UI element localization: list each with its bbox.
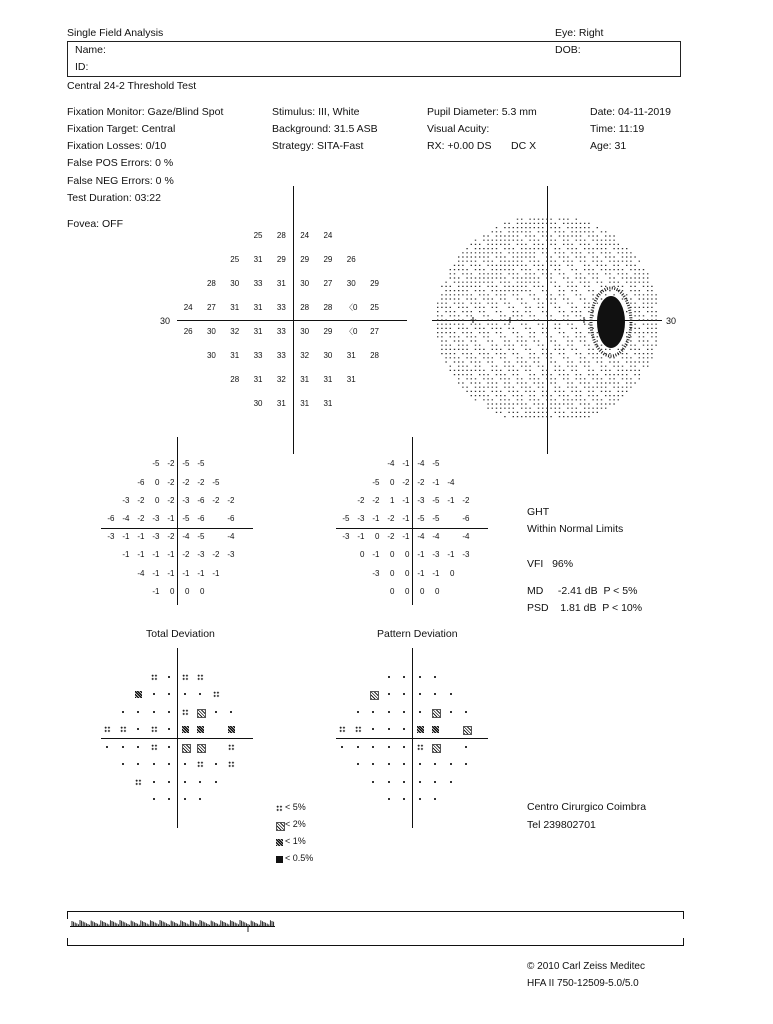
name-label: Name:: [75, 44, 106, 56]
footer-copyright: © 2010 Carl Zeiss Meditec: [527, 961, 645, 972]
legend-p5-label: < 5%: [285, 802, 306, 812]
threshold-value: 30: [300, 279, 310, 288]
threshold-value: 24: [323, 231, 333, 240]
param-rx-dc: DC X: [511, 140, 537, 152]
threshold-value: 30: [230, 279, 240, 288]
param-stimulus: Stimulus: III, White: [272, 106, 360, 118]
param-background: Background: 31.5 ASB: [272, 123, 378, 135]
param-fixation-monitor: Fixation Monitor: Gaze/Blind Spot: [67, 106, 224, 118]
threshold-value: 27: [323, 279, 333, 288]
clinic-name: Centro Cirurgico Coimbra: [527, 801, 647, 813]
threshold-value: 31: [323, 375, 333, 384]
total-deviation-value: -5: [212, 477, 220, 487]
total-deviation-value: -6: [137, 477, 145, 487]
param-fixation-target: Fixation Target: Central: [67, 123, 176, 135]
pattern-deviation-value: -2: [402, 477, 410, 487]
pattern-deviation-value: 0: [405, 550, 410, 560]
total-deviation-value: -2: [182, 550, 190, 560]
threshold-value: 31: [230, 303, 240, 312]
pattern-deviation-label: Pattern Deviation: [377, 628, 458, 640]
pattern-deviation-value: 0: [405, 568, 410, 578]
legend-p05-label: < 0.5%: [285, 853, 314, 863]
pattern-deviation-value: -3: [342, 532, 350, 542]
pattern-deviation-value: -3: [432, 550, 440, 560]
total-deviation-value: -2: [212, 550, 220, 560]
threshold-value: 30: [323, 351, 333, 360]
pattern-deviation-value: 0: [390, 550, 395, 560]
psd-value: PSD 1.81 dB P < 10%: [527, 602, 643, 614]
pattern-deviation-value: -4: [432, 532, 440, 542]
pattern-deviation-value: -5: [372, 477, 380, 487]
grayscale-axis-label-right: 30: [666, 316, 677, 326]
pattern-deviation-value: -5: [417, 513, 425, 523]
threshold-value: 28: [300, 303, 310, 312]
threshold-value: 31: [230, 351, 240, 360]
threshold-value: 33: [253, 279, 263, 288]
pattern-deviation-value: -4: [417, 532, 425, 542]
id-label: ID:: [75, 61, 89, 73]
total-deviation-value: 0: [155, 495, 160, 505]
threshold-value: 28: [323, 303, 333, 312]
threshold-value: 30: [346, 279, 356, 288]
threshold-value: 31: [346, 351, 356, 360]
param-date: Date: 04-11-2019: [590, 106, 671, 118]
pattern-deviation-value: 0: [375, 532, 380, 542]
total-deviation-value: -3: [152, 532, 160, 542]
param-age: Age: 31: [590, 140, 627, 152]
total-deviation-value: -3: [197, 550, 205, 560]
param-fovea: Fovea: OFF: [67, 218, 124, 230]
pattern-deviation-value: 0: [390, 477, 395, 487]
total-deviation-value: 0: [170, 586, 175, 596]
total-deviation-value: -1: [137, 550, 145, 560]
dob-label: DOB:: [555, 44, 581, 56]
legend-p2-label: < 2%: [285, 819, 306, 829]
md-value: MD -2.41 dB P < 5%: [527, 585, 638, 597]
total-deviation-value: -1: [197, 568, 205, 578]
total-deviation-value: -2: [137, 513, 145, 523]
pattern-deviation-value: -4: [387, 459, 395, 469]
threshold-value: 30: [253, 399, 263, 408]
pattern-deviation-value: -4: [462, 532, 470, 542]
pattern-deviation-value: -2: [417, 477, 425, 487]
pattern-deviation-value: 0: [390, 586, 395, 596]
threshold-value: 28: [230, 375, 240, 384]
pattern-deviation-value: -2: [462, 495, 470, 505]
legend-p1-label: < 1%: [285, 836, 306, 846]
total-deviation-value: -1: [137, 532, 145, 542]
total-deviation-value: -6: [197, 495, 205, 505]
total-deviation-value: -2: [137, 495, 145, 505]
threshold-value: 25: [253, 231, 263, 240]
total-deviation-value: -2: [197, 477, 205, 487]
threshold-value: 27: [370, 327, 379, 336]
threshold-value: 33: [253, 351, 263, 360]
threshold-value: 25: [230, 255, 240, 264]
pattern-deviation-value: 0: [360, 550, 365, 560]
pattern-deviation-value: -3: [417, 495, 425, 505]
threshold-value: 24: [300, 231, 310, 240]
pattern-deviation-value: 1: [390, 495, 395, 505]
total-deviation-value: -3: [107, 532, 115, 542]
pattern-deviation-value: -4: [447, 477, 455, 487]
threshold-value: 〈0: [345, 303, 358, 312]
total-deviation-value: -2: [167, 495, 175, 505]
threshold-value: 32: [300, 351, 310, 360]
threshold-value: 31: [300, 399, 310, 408]
total-deviation-value: 0: [185, 586, 190, 596]
pattern-deviation-value: -1: [417, 550, 425, 560]
pattern-deviation-value: -1: [417, 568, 425, 578]
pattern-deviation-value: -5: [432, 513, 440, 523]
total-deviation-value: 0: [200, 586, 205, 596]
total-deviation-value: -1: [122, 550, 130, 560]
total-deviation-value: -2: [182, 477, 190, 487]
pattern-deviation-value: 0: [420, 586, 425, 596]
threshold-value: 28: [206, 279, 216, 288]
pattern-deviation-value: -1: [447, 550, 455, 560]
total-deviation-value: -4: [227, 532, 235, 542]
pattern-deviation-value: -4: [417, 459, 425, 469]
param-false-neg: False NEG Errors: 0 %: [67, 175, 174, 187]
threshold-value: 31: [300, 375, 310, 384]
threshold-value: 31: [323, 399, 333, 408]
threshold-value: 30: [300, 327, 310, 336]
pattern-deviation-value: -1: [402, 532, 410, 542]
threshold-value: 29: [370, 279, 379, 288]
pattern-deviation-value: 0: [405, 586, 410, 596]
threshold-value: 33: [276, 327, 286, 336]
total-deviation-value: -2: [167, 477, 175, 487]
threshold-value: 28: [370, 351, 379, 360]
eye-label: Eye: Right: [555, 27, 604, 39]
total-deviation-value: -2: [227, 495, 235, 505]
threshold-value: 31: [253, 255, 263, 264]
threshold-value: 27: [206, 303, 216, 312]
pattern-deviation-value: -1: [432, 477, 440, 487]
total-deviation-value: -1: [167, 568, 175, 578]
pattern-deviation-value: -1: [402, 513, 410, 523]
param-test-duration: Test Duration: 03:22: [67, 192, 161, 204]
threshold-value: 26: [346, 255, 356, 264]
clinic-tel: Tel 239802701: [527, 819, 596, 831]
pattern-deviation-value: -6: [462, 513, 470, 523]
total-deviation-value: -1: [152, 586, 160, 596]
threshold-value: 31: [346, 375, 356, 384]
total-deviation-value: -6: [107, 513, 115, 523]
total-deviation-value: -2: [167, 459, 175, 469]
total-deviation-value: -3: [227, 550, 235, 560]
threshold-value: 32: [276, 375, 286, 384]
pattern-deviation-value: -5: [432, 459, 440, 469]
total-deviation-value: -3: [122, 495, 130, 505]
pattern-deviation-value: -3: [372, 568, 380, 578]
param-pupil: Pupil Diameter: 5.3 mm: [427, 106, 537, 118]
threshold-value: 29: [323, 327, 333, 336]
threshold-value: 33: [276, 351, 286, 360]
param-time: Time: 11:19: [590, 123, 645, 135]
total-deviation-value: -5: [197, 532, 205, 542]
report-title: Single Field Analysis: [67, 27, 164, 39]
total-deviation-value: -1: [212, 568, 220, 578]
pattern-deviation-value: -1: [447, 495, 455, 505]
total-deviation-value: -3: [152, 513, 160, 523]
pattern-deviation-value: -1: [372, 550, 380, 560]
threshold-axis-label-left: 30: [160, 316, 171, 326]
footer-device: HFA II 750-12509-5.0/5.0: [527, 978, 639, 989]
total-deviation-value: -3: [182, 495, 190, 505]
pattern-deviation-value: -5: [432, 495, 440, 505]
pattern-deviation-value: 0: [390, 568, 395, 578]
pattern-deviation-value: -1: [372, 513, 380, 523]
total-deviation-value: 0: [155, 477, 160, 487]
param-false-pos: False POS Errors: 0 %: [67, 157, 174, 169]
total-deviation-value: -4: [122, 513, 130, 523]
param-rx: RX: +0.00 DS: [427, 140, 492, 152]
pattern-deviation-value: 0: [435, 586, 440, 596]
threshold-value: 31: [253, 303, 263, 312]
vfi-value: VFI 96%: [527, 558, 574, 570]
total-deviation-value: -1: [167, 513, 175, 523]
threshold-value: 24: [183, 303, 193, 312]
pattern-deviation-value: -2: [387, 513, 395, 523]
threshold-value: 29: [323, 255, 333, 264]
threshold-value: 26: [183, 327, 193, 336]
threshold-value: 29: [300, 255, 310, 264]
total-deviation-value: -4: [137, 568, 145, 578]
total-deviation-value: -6: [227, 513, 235, 523]
test-name: Central 24-2 Threshold Test: [67, 80, 197, 92]
threshold-value: 30: [206, 351, 216, 360]
total-deviation-label: Total Deviation: [146, 628, 215, 640]
pattern-deviation-value: -2: [372, 495, 380, 505]
threshold-value: 〈0: [345, 327, 358, 336]
pattern-deviation-value: -1: [357, 532, 365, 542]
pattern-deviation-value: -2: [387, 532, 395, 542]
threshold-value: 31: [276, 399, 286, 408]
ght-label: GHT: [527, 506, 550, 518]
total-deviation-value: -5: [152, 459, 160, 469]
threshold-value: 28: [276, 231, 286, 240]
pattern-deviation-value: -1: [432, 568, 440, 578]
total-deviation-value: -5: [182, 513, 190, 523]
param-acuity: Visual Acuity:: [427, 123, 490, 135]
threshold-value: 33: [276, 303, 286, 312]
total-deviation-value: -6: [197, 513, 205, 523]
param-strategy: Strategy: SITA-Fast: [272, 140, 364, 152]
threshold-value: 25: [370, 303, 379, 312]
total-deviation-value: -5: [182, 459, 190, 469]
param-fixation-losses: Fixation Losses: 0/10: [67, 140, 167, 152]
total-deviation-value: -2: [167, 532, 175, 542]
threshold-value: 31: [253, 375, 263, 384]
pattern-deviation-value: -1: [402, 495, 410, 505]
total-deviation-value: -5: [197, 459, 205, 469]
total-deviation-value: -4: [182, 532, 190, 542]
total-deviation-value: -1: [152, 550, 160, 560]
threshold-value: 31: [276, 279, 286, 288]
pattern-deviation-value: -1: [402, 459, 410, 469]
total-deviation-value: -2: [212, 495, 220, 505]
ght-value: Within Normal Limits: [527, 523, 624, 535]
threshold-value: 30: [206, 327, 216, 336]
pattern-deviation-value: -3: [462, 550, 470, 560]
threshold-value: 29: [276, 255, 286, 264]
pattern-deviation-value: -2: [357, 495, 365, 505]
total-deviation-value: -1: [152, 568, 160, 578]
threshold-value: 31: [253, 327, 263, 336]
total-deviation-value: -1: [167, 550, 175, 560]
threshold-value: 32: [230, 327, 240, 336]
pattern-deviation-value: -3: [357, 513, 365, 523]
total-deviation-value: -1: [122, 532, 130, 542]
pattern-deviation-value: -5: [342, 513, 350, 523]
total-deviation-value: -1: [182, 568, 190, 578]
pattern-deviation-value: 0: [450, 568, 455, 578]
